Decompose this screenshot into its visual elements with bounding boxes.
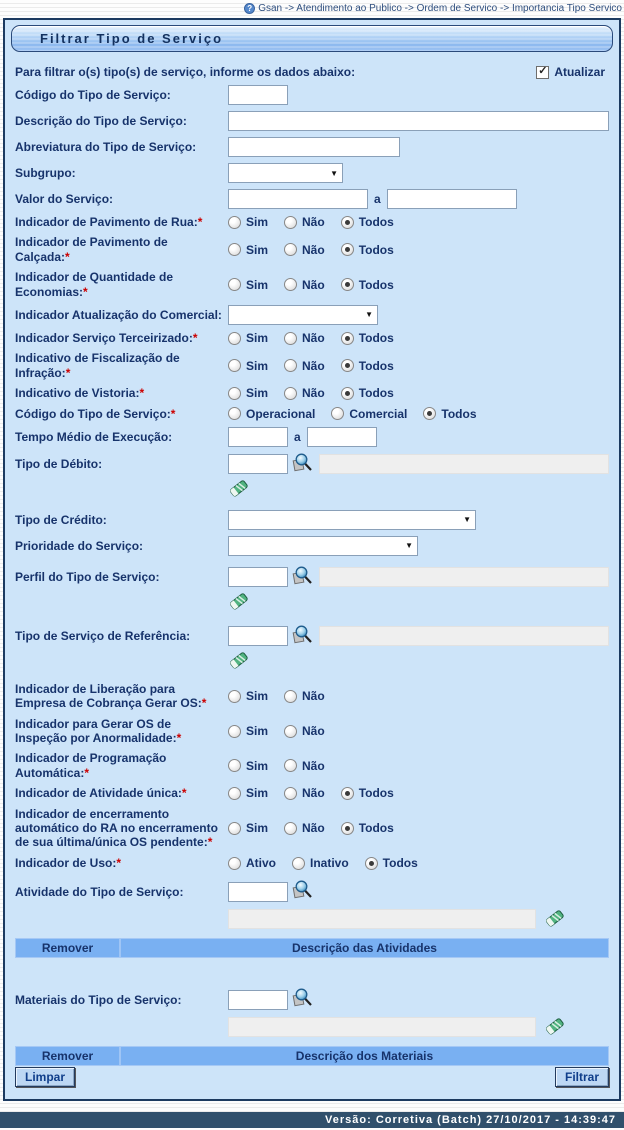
radio-button[interactable] [341, 332, 354, 345]
radio-button[interactable] [331, 407, 344, 420]
row-tempo-medio [15, 427, 609, 447]
referencia-eraser-row [15, 649, 609, 672]
materiais-clear-button[interactable] [544, 1015, 565, 1038]
radio-button[interactable] [341, 216, 354, 229]
radio-label[interactable]: Não [302, 689, 325, 704]
radio-button[interactable] [423, 407, 436, 420]
radio-button[interactable] [284, 387, 297, 400]
row-pavimento-calcada [15, 235, 609, 264]
radio-label[interactable]: Não [302, 331, 325, 346]
atividade-search-button[interactable] [291, 880, 313, 903]
remover-column-header: Remover [16, 1047, 121, 1065]
range-separator: a [294, 429, 301, 444]
radio-button[interactable] [228, 359, 241, 372]
required-marker: * [65, 365, 71, 380]
row-programacao [15, 751, 609, 780]
help-icon[interactable]: ? [244, 3, 255, 14]
radio-label[interactable]: Sim [246, 386, 269, 401]
radio-label[interactable]: Não [302, 277, 325, 292]
radio-button[interactable] [292, 857, 305, 870]
required-marker: * [207, 835, 213, 850]
tempo-ate-input[interactable] [307, 427, 377, 447]
required-marker: * [84, 765, 90, 780]
subgrupo-label: Subgrupo: [15, 165, 76, 180]
radio-label[interactable]: Sim [246, 215, 269, 230]
atividades-table-header [15, 938, 609, 958]
tipo-debito-input[interactable] [228, 454, 288, 474]
pavimento-calcada-radios [228, 243, 410, 257]
radio-button[interactable] [228, 759, 241, 772]
page-title: Filtrar Tipo de Serviço [40, 31, 224, 46]
atualizacao-comercial-label: Indicador Atualização do Comercial: [15, 307, 222, 322]
radio-button[interactable] [228, 332, 241, 345]
radio-button[interactable] [284, 787, 297, 800]
atualizar-checkbox[interactable] [536, 66, 549, 79]
row-valor [15, 189, 609, 209]
radio-label[interactable]: Sim [246, 689, 269, 704]
radio-button[interactable] [341, 278, 354, 291]
tipo-credito-select[interactable] [228, 510, 476, 530]
radio-label[interactable]: Todos [358, 786, 394, 801]
eraser-icon [544, 1015, 565, 1038]
atualizar-checkbox-group [536, 65, 605, 79]
radio-button[interactable] [228, 278, 241, 291]
radio-button[interactable] [284, 690, 297, 703]
radio-label[interactable]: Todos [358, 386, 394, 401]
valor-ate-input[interactable] [387, 189, 517, 209]
required-marker: * [181, 786, 187, 801]
atividade-input[interactable] [228, 882, 288, 902]
quantidade-economias-radios [228, 278, 410, 292]
subgrupo-select[interactable] [228, 163, 343, 183]
limpar-button[interactable]: Limpar [15, 1067, 75, 1087]
version-footer: Versão: Corretiva (Batch) 27/10/2017 - 14:39:47 [0, 1112, 624, 1128]
row-encerramento [15, 807, 609, 850]
codigo-label: Código do Tipo de Serviço: [15, 87, 171, 102]
radio-label[interactable]: Todos [382, 856, 418, 870]
atualizar-label[interactable]: Atualizar [554, 65, 605, 79]
radio-button[interactable] [228, 725, 241, 738]
radio-label[interactable]: Sim [246, 242, 269, 257]
eraser-icon [544, 907, 565, 930]
radio-label[interactable]: Não [302, 724, 325, 739]
radio-button[interactable] [284, 216, 297, 229]
gerar-os-radios [228, 724, 341, 738]
row-codigo [15, 85, 609, 105]
referencia-clear-button[interactable] [228, 649, 249, 672]
row-descricao [15, 111, 609, 131]
row-tipo-debito [15, 453, 609, 476]
filter-panel [3, 18, 621, 1101]
radio-button[interactable] [341, 243, 354, 256]
radio-button[interactable] [284, 759, 297, 772]
radio-label[interactable]: Operacional [246, 406, 316, 421]
row-atualizacao-comercial [15, 305, 609, 325]
referencia-descricao-readonly [319, 626, 609, 646]
radio-label[interactable]: Não [302, 215, 325, 230]
radio-label[interactable]: Não [302, 242, 325, 257]
row-atividade [15, 880, 609, 903]
row-terceirizado [15, 331, 609, 345]
tempo-medio-label: Tempo Médio de Execução: [15, 429, 173, 444]
terceirizado-radios [228, 331, 410, 345]
descricao-input[interactable] [228, 111, 609, 131]
row-quantidade-economias [15, 270, 609, 299]
atividade-descricao-row [15, 907, 609, 930]
row-pavimento-rua [15, 215, 609, 229]
fiscalizacao-radios [228, 359, 410, 373]
prioridade-label: Prioridade do Serviço: [15, 538, 144, 553]
materiais-label: Materiais do Tipo de Serviço: [15, 992, 182, 1007]
atualizacao-comercial-select[interactable] [228, 305, 378, 325]
required-marker: * [192, 330, 198, 345]
radio-button[interactable] [284, 359, 297, 372]
tipo-debito-clear-button[interactable] [228, 477, 249, 500]
quantidade-economias-label: Indicador de Quantidade de Economias: [15, 270, 174, 299]
atividade-label: Atividade do Tipo de Serviço: [15, 884, 184, 899]
materiais-input[interactable] [228, 990, 288, 1010]
radio-button[interactable] [284, 332, 297, 345]
referencia-search-button[interactable] [291, 625, 313, 648]
tipo-debito-eraser-row [15, 477, 609, 500]
encerramento-radios [228, 821, 410, 835]
codigo-tipo-servico-radios [228, 407, 493, 421]
radio-button[interactable] [284, 822, 297, 835]
perfil-search-button[interactable] [291, 566, 313, 589]
row-atividade-unica [15, 786, 609, 800]
required-marker: * [83, 284, 88, 299]
row-codigo-tipo [15, 407, 609, 421]
atividade-clear-button[interactable] [544, 907, 565, 930]
eraser-icon [228, 649, 249, 672]
radio-label[interactable]: Sim [246, 724, 269, 739]
radio-button[interactable] [228, 387, 241, 400]
radio-label[interactable]: Sim [246, 758, 269, 773]
vistoria-radios [228, 386, 410, 400]
uso-label: Indicador de Uso: [15, 855, 117, 870]
radio-button[interactable] [341, 822, 354, 835]
row-fiscalizacao [15, 351, 609, 380]
row-vistoria [15, 386, 609, 400]
codigo-tipo-label: Código do Tipo de Serviço: [15, 406, 171, 421]
radio-label[interactable]: Inativo [310, 856, 349, 870]
valor-label: Valor do Serviço: [15, 191, 114, 206]
radio-label[interactable]: Sim [246, 277, 269, 292]
title-bar [11, 25, 613, 52]
uso-radios [228, 856, 434, 870]
required-marker: * [197, 215, 203, 229]
radio-button[interactable] [284, 725, 297, 738]
breadcrumb-text: Gsan -> Atendimento ao Publico -> Ordem de Servico -> Importancia Tipo Servico [258, 3, 622, 14]
programacao-radios [228, 759, 341, 773]
range-separator: a [374, 192, 381, 206]
programacao-label: Indicador de Programação Automática: [15, 751, 167, 780]
radio-label[interactable]: Ativo [246, 856, 276, 870]
tipo-debito-search-button[interactable] [291, 453, 313, 476]
encerramento-label: Indicador de encerramento automático do RA no encerramento de sua última/única OS pendente: [15, 806, 218, 850]
descricao-materiais-column-header: Descrição dos Materiais [295, 1049, 434, 1064]
chevron-down-icon: ▼ [330, 168, 338, 178]
radio-button[interactable] [284, 278, 297, 291]
liberacao-radios [228, 689, 341, 703]
check-icon: ✓ [538, 65, 548, 77]
breadcrumb [244, 3, 622, 14]
radio-label[interactable]: Não [302, 758, 325, 773]
row-uso [15, 856, 609, 870]
radio-button[interactable] [284, 243, 297, 256]
tipo-debito-label: Tipo de Débito: [15, 457, 103, 472]
required-marker: * [176, 731, 182, 746]
eraser-icon [228, 477, 249, 500]
radio-label[interactable]: Todos [358, 821, 394, 836]
materiais-search-button[interactable] [291, 988, 313, 1011]
row-perfil [15, 566, 609, 589]
vistoria-label: Indicativo de Vistoria: [15, 386, 140, 401]
pavimento-calcada-label: Indicador de Pavimento de Calçada: [15, 235, 168, 264]
perfil-descricao-readonly [319, 567, 609, 587]
abreviatura-input[interactable] [228, 137, 400, 157]
radio-label[interactable]: Não [302, 786, 325, 801]
referencia-input[interactable] [228, 626, 288, 646]
perfil-clear-button[interactable] [228, 590, 249, 613]
radio-label[interactable]: Não [302, 386, 325, 401]
radio-label[interactable]: Sim [246, 358, 269, 373]
radio-button[interactable] [228, 857, 241, 870]
radio-button[interactable] [365, 857, 378, 870]
remover-column-header: Remover [16, 939, 121, 957]
radio-button[interactable] [341, 359, 354, 372]
atividade-descricao-readonly [228, 909, 536, 929]
intro-row [15, 65, 609, 79]
codigo-input[interactable] [228, 85, 288, 105]
radio-button[interactable] [341, 387, 354, 400]
required-marker: * [170, 406, 176, 421]
terceirizado-label: Indicador Serviço Terceirizado: [15, 330, 193, 345]
radio-label[interactable]: Todos [358, 358, 394, 373]
valor-de-input[interactable] [228, 189, 368, 209]
radio-label[interactable]: Sim [246, 821, 269, 836]
row-referencia [15, 625, 609, 648]
row-gerar-os [15, 717, 609, 746]
row-subgrupo [15, 163, 609, 183]
radio-label[interactable]: Não [302, 358, 325, 373]
perfil-input[interactable] [228, 567, 288, 587]
tempo-de-input[interactable] [228, 427, 288, 447]
chevron-down-icon: ▼ [365, 310, 373, 320]
atividade-unica-label: Indicador de Atividade única: [15, 786, 182, 801]
row-abreviatura [15, 137, 609, 157]
radio-label[interactable]: Todos [358, 277, 394, 292]
magnifier-icon [291, 988, 313, 1011]
tipo-debito-descricao-readonly [319, 454, 609, 474]
perfil-label: Perfil do Tipo de Serviço: [15, 570, 160, 585]
radio-button[interactable] [228, 822, 241, 835]
radio-label[interactable]: Todos [358, 331, 394, 346]
magnifier-icon [291, 453, 313, 476]
tipo-credito-label: Tipo de Crédito: [15, 512, 107, 527]
pavimento-rua-radios [228, 215, 410, 229]
radio-button[interactable] [228, 787, 241, 800]
row-materiais [15, 988, 609, 1011]
materiais-table-header [15, 1046, 609, 1066]
pavimento-rua-label: Indicador de Pavimento de Rua: [15, 215, 198, 229]
referencia-label: Tipo de Serviço de Referência: [15, 629, 191, 644]
radio-button[interactable] [228, 407, 241, 420]
prioridade-select[interactable] [228, 536, 418, 556]
materiais-descricao-readonly [228, 1017, 536, 1037]
required-marker: * [65, 249, 70, 264]
chevron-down-icon: ▼ [405, 541, 413, 551]
radio-button[interactable] [228, 216, 241, 229]
atividade-unica-radios [228, 786, 410, 800]
radio-label[interactable]: Não [302, 821, 325, 836]
descricao-atividades-column-header: Descrição das Atividades [292, 941, 437, 956]
magnifier-icon [291, 625, 313, 648]
row-liberacao [15, 682, 609, 711]
magnifier-icon [291, 880, 313, 903]
gerar-os-label: Indicador para Gerar OS de Inspeção por Anormalidade: [15, 716, 177, 746]
materiais-descricao-row [15, 1015, 609, 1038]
required-marker: * [201, 696, 207, 711]
radio-button[interactable] [341, 787, 354, 800]
radio-label[interactable]: Todos [358, 215, 394, 230]
chevron-down-icon: ▼ [463, 515, 471, 525]
radio-label[interactable]: Sim [246, 786, 269, 801]
required-marker: * [139, 386, 145, 401]
required-marker: * [116, 855, 122, 870]
radio-label[interactable]: Todos [441, 406, 477, 421]
row-prioridade [15, 536, 609, 556]
radio-button[interactable] [228, 690, 241, 703]
intro-text: Para filtrar o(s) tipo(s) de serviço, informe os dados abaixo: [15, 65, 356, 79]
row-tipo-credito [15, 510, 609, 530]
radio-label[interactable]: Sim [246, 331, 269, 346]
eraser-icon [228, 590, 249, 613]
fiscalizacao-label: Indicativo de Fiscalização de Infração: [15, 351, 180, 380]
abreviatura-label: Abreviatura do Tipo de Serviço: [15, 139, 197, 154]
radio-button[interactable] [228, 243, 241, 256]
radio-label[interactable]: Todos [358, 242, 394, 257]
magnifier-icon [291, 566, 313, 589]
button-row [15, 1067, 609, 1087]
descricao-label: Descrição do Tipo de Serviço: [15, 113, 187, 128]
liberacao-label: Indicador de Liberação para Empresa de Cobrança Gerar OS: [15, 681, 202, 711]
filtrar-button[interactable]: Filtrar [555, 1067, 609, 1087]
radio-label[interactable]: Comercial [349, 406, 408, 421]
perfil-eraser-row [15, 590, 609, 613]
